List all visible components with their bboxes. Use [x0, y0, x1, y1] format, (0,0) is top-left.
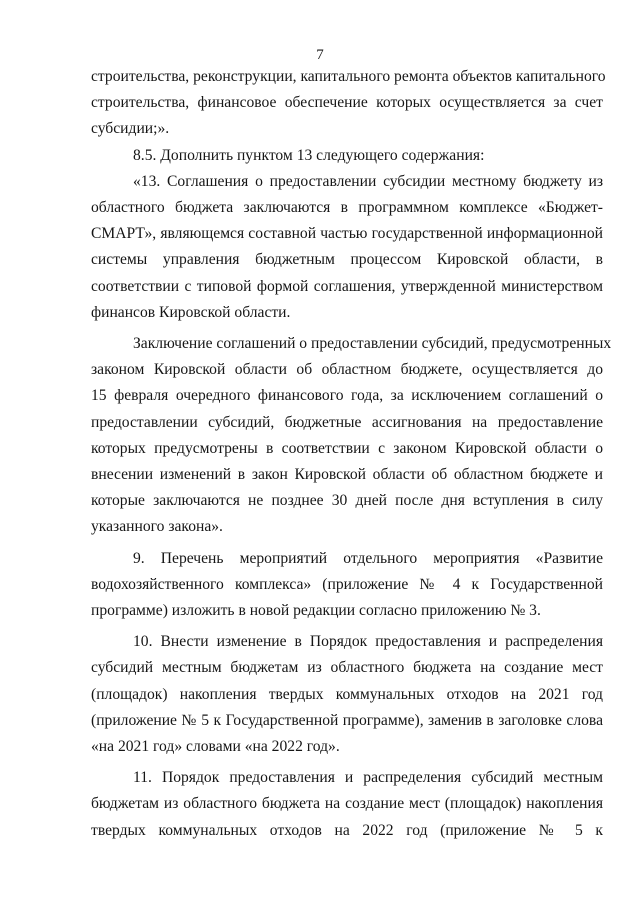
paragraph-8-5	[91, 143, 603, 169]
paragraph-9	[91, 546, 603, 625]
document-body	[91, 64, 612, 844]
text-line: которых предусмотрены в соответствии с законом Кировской области о	[91, 439, 603, 457]
text-line: «на 2021 год» словами «на 2022 год».	[91, 738, 340, 756]
text-line: водохозяйственного комплекса» (приложение № 4 к Государственной	[91, 575, 603, 593]
text-line: субсидий местным бюджетам из областного бюджета на создание мест	[91, 659, 603, 677]
text-line: соответствии с типовой формой соглашения, утвержденной министерством	[91, 277, 603, 295]
text-line: Заключение соглашений о предоставлении субсидий, предусмотренных	[133, 335, 612, 353]
text-line: областного бюджета заключаются в программном комплексе «Бюджет-	[91, 199, 603, 217]
text-line: строительства, реконструкции, капитального ремонта объектов капитального	[91, 68, 606, 85]
text-line: 10. Внести изменение в Порядок предоставления и распределения	[133, 633, 603, 651]
paragraph-13	[91, 169, 603, 326]
page-number: 7	[316, 47, 324, 63]
text-line: программе) изложить в новой редакции согласно приложению № 3.	[91, 602, 541, 620]
text-line: 9. Перечень мероприятий отдельного мероприятия «Развитие	[133, 549, 603, 567]
text-line: которые заключаются не позднее 30 дней после дня вступления в силу	[91, 492, 603, 510]
text-line: законом Кировской области об областном бюджете, осуществляется до	[91, 361, 603, 379]
text-line: строительства, финансовое обеспечение которых осуществляется за счет	[91, 94, 603, 112]
text-line: 15 февраля очередного финансового года, за исключением соглашений о	[91, 387, 603, 405]
text-line: твердых коммунальных отходов на 2022 год (приложение № 5 к	[91, 821, 603, 839]
text-line: 8.5. Дополнить пунктом 13 следующего содержания:	[133, 146, 485, 164]
text-line: бюджетам из областного бюджета на создание мест (площадок) накопления	[91, 795, 603, 813]
text-line: системы управления бюджетным процессом Кировской области, в	[91, 251, 603, 269]
text-line: внесении изменений в закон Кировской области об областном бюджете и	[91, 466, 603, 484]
text-line: субсидии;».	[91, 120, 170, 138]
text-line: финансов Кировской области.	[91, 303, 291, 321]
paragraph-10	[91, 629, 603, 760]
text-line: «13. Соглашения о предоставлении субсидии местному бюджету из	[133, 172, 603, 190]
text-line: указанного закона».	[91, 518, 223, 536]
paragraph-agreements	[91, 331, 612, 541]
text-line: СМАРТ», являющемся составной частью государственной информационной	[91, 225, 603, 243]
text-line: 11. Порядок предоставления и распределения субсидий местным	[133, 769, 603, 787]
paragraph-11	[91, 765, 603, 844]
paragraph-continuation	[91, 64, 606, 143]
text-line: предоставлении субсидий, бюджетные ассигнования на предоставление	[91, 413, 603, 431]
text-line: (площадок) накопления твердых коммунальных отходов на 2021 год	[91, 685, 603, 703]
text-line: (приложение № 5 к Государственной программе), заменив в заголовке слова	[91, 711, 603, 729]
